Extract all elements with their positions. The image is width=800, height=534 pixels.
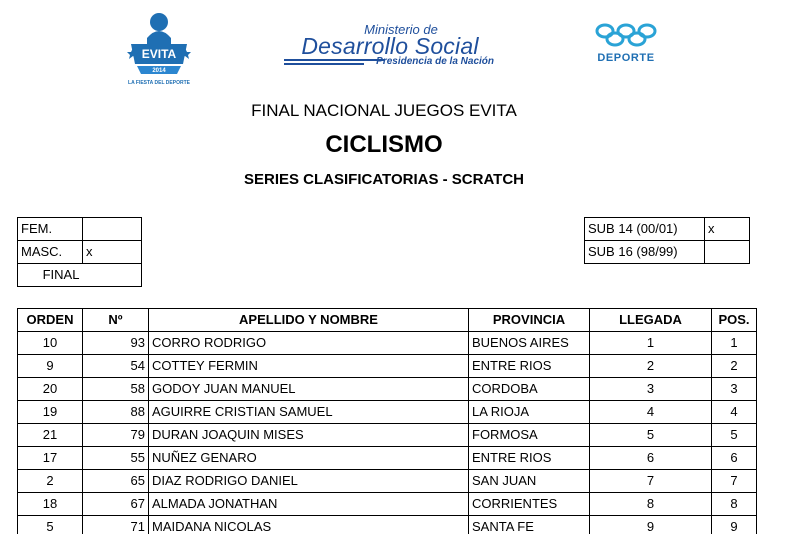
nombre-cell: DURAN JOAQUIN MISES xyxy=(149,424,469,447)
numero-cell: 93 xyxy=(83,332,149,355)
llegada-cell: 7 xyxy=(590,470,712,493)
orden-cell: 9 xyxy=(18,355,83,378)
provincia-cell: ENTRE RIOS xyxy=(469,355,590,378)
orden-cell: 21 xyxy=(18,424,83,447)
numero-cell: 58 xyxy=(83,378,149,401)
pos-cell: 4 xyxy=(712,401,757,424)
pos-cell: 2 xyxy=(712,355,757,378)
category-row xyxy=(18,218,142,241)
orden-cell: 18 xyxy=(18,493,83,516)
llegada-cell: 8 xyxy=(590,493,712,516)
pos-cell: 6 xyxy=(712,447,757,470)
llegada-cell: 5 xyxy=(590,424,712,447)
age-mark xyxy=(705,241,750,264)
stage-title: SERIES CLASIFICATORIAS - SCRATCH xyxy=(243,171,524,188)
llegada-cell: 1 xyxy=(590,332,712,355)
orden-cell: 5 xyxy=(18,516,83,534)
category-label: FEM. xyxy=(18,218,83,241)
table-row xyxy=(18,470,757,493)
table-row xyxy=(18,424,757,447)
orden-cell: 20 xyxy=(18,378,83,401)
svg-text:2014: 2014 xyxy=(152,68,166,74)
nombre-cell: ALMADA JONATHAN xyxy=(149,493,469,516)
table-row xyxy=(18,447,757,470)
numero-cell: 55 xyxy=(83,447,149,470)
pos-cell: 3 xyxy=(712,378,757,401)
pos-cell: 9 xyxy=(712,516,757,534)
orden-cell: 2 xyxy=(18,470,83,493)
pos-cell: 5 xyxy=(712,424,757,447)
event-title: FINAL NACIONAL JUEGOS EVITA xyxy=(251,101,517,120)
orden-cell: 10 xyxy=(18,332,83,355)
category-footer: FINAL xyxy=(18,264,142,287)
sport-title: CICLISMO xyxy=(325,131,443,158)
results-header-row xyxy=(18,309,757,332)
age-box xyxy=(584,217,750,264)
orden-cell: 19 xyxy=(18,401,83,424)
col-provincia: PROVINCIA xyxy=(469,309,590,332)
numero-cell: 71 xyxy=(83,516,149,534)
llegada-cell: 2 xyxy=(590,355,712,378)
numero-cell: 88 xyxy=(83,401,149,424)
ministerio-line1: Ministerio de xyxy=(364,22,438,37)
nombre-cell: MAIDANA NICOLAS xyxy=(149,516,469,534)
nombre-cell: DIAZ RODRIGO DANIEL xyxy=(149,470,469,493)
col-numero: Nº xyxy=(83,309,149,332)
table-row xyxy=(18,332,757,355)
category-box xyxy=(17,217,142,287)
nombre-cell: GODOY JUAN MANUEL xyxy=(149,378,469,401)
category-row xyxy=(18,241,142,264)
llegada-cell: 4 xyxy=(590,401,712,424)
col-pos: POS. xyxy=(712,309,757,332)
nombre-cell: NUÑEZ GENARO xyxy=(149,447,469,470)
provincia-cell: ENTRE RIOS xyxy=(469,447,590,470)
table-row xyxy=(18,378,757,401)
col-nombre: APELLIDO Y NOMBRE xyxy=(149,309,469,332)
llegada-cell: 9 xyxy=(590,516,712,534)
col-llegada: LLEGADA xyxy=(590,309,712,332)
orden-cell: 17 xyxy=(18,447,83,470)
category-footer-row xyxy=(18,264,142,287)
svg-text:EVITA: EVITA xyxy=(141,47,177,61)
age-label: SUB 16 (98/99) xyxy=(585,241,705,264)
table-row xyxy=(18,355,757,378)
provincia-cell: CORDOBA xyxy=(469,378,590,401)
age-label: SUB 14 (00/01) xyxy=(585,218,705,241)
numero-cell: 54 xyxy=(83,355,149,378)
llegada-cell: 6 xyxy=(590,447,712,470)
ministerio-line2: Desarrollo Social xyxy=(301,33,479,59)
col-orden: ORDEN xyxy=(18,309,83,332)
provincia-cell: BUENOS AIRES xyxy=(469,332,590,355)
nombre-cell: COTTEY FERMIN xyxy=(149,355,469,378)
pos-cell: 7 xyxy=(712,470,757,493)
age-mark: x xyxy=(705,218,750,241)
provincia-cell: SAN JUAN xyxy=(469,470,590,493)
provincia-cell: SANTA FE xyxy=(469,516,590,534)
category-label: MASC. xyxy=(18,241,83,264)
age-row xyxy=(585,241,750,264)
table-row xyxy=(18,516,757,534)
evita-emblem-icon xyxy=(125,8,193,90)
nombre-cell: CORRO RODRIGO xyxy=(149,332,469,355)
provincia-cell: LA RIOJA xyxy=(469,401,590,424)
category-mark: x xyxy=(83,241,142,264)
results-table xyxy=(17,308,757,534)
deporte-rings-icon xyxy=(594,22,658,48)
pos-cell: 8 xyxy=(712,493,757,516)
age-row xyxy=(585,218,750,241)
nombre-cell: AGUIRRE CRISTIAN SAMUEL xyxy=(149,401,469,424)
numero-cell: 79 xyxy=(83,424,149,447)
provincia-cell: FORMOSA xyxy=(469,424,590,447)
pos-cell: 1 xyxy=(712,332,757,355)
table-row xyxy=(18,401,757,424)
evita-logo xyxy=(125,8,193,90)
category-mark xyxy=(83,218,142,241)
numero-cell: 67 xyxy=(83,493,149,516)
ministerio-logo xyxy=(280,22,500,70)
numero-cell: 65 xyxy=(83,470,149,493)
deporte-label: DEPORTE xyxy=(597,52,655,64)
table-row xyxy=(18,493,757,516)
provincia-cell: CORRIENTES xyxy=(469,493,590,516)
ministerio-bar xyxy=(284,63,364,65)
ministerio-line3: Presidencia de la Nación xyxy=(376,56,494,67)
llegada-cell: 3 xyxy=(590,378,712,401)
deporte-logo xyxy=(590,22,662,68)
svg-text:LA FIESTA DEL DEPORTE: LA FIESTA DEL DEPORTE xyxy=(128,80,190,86)
